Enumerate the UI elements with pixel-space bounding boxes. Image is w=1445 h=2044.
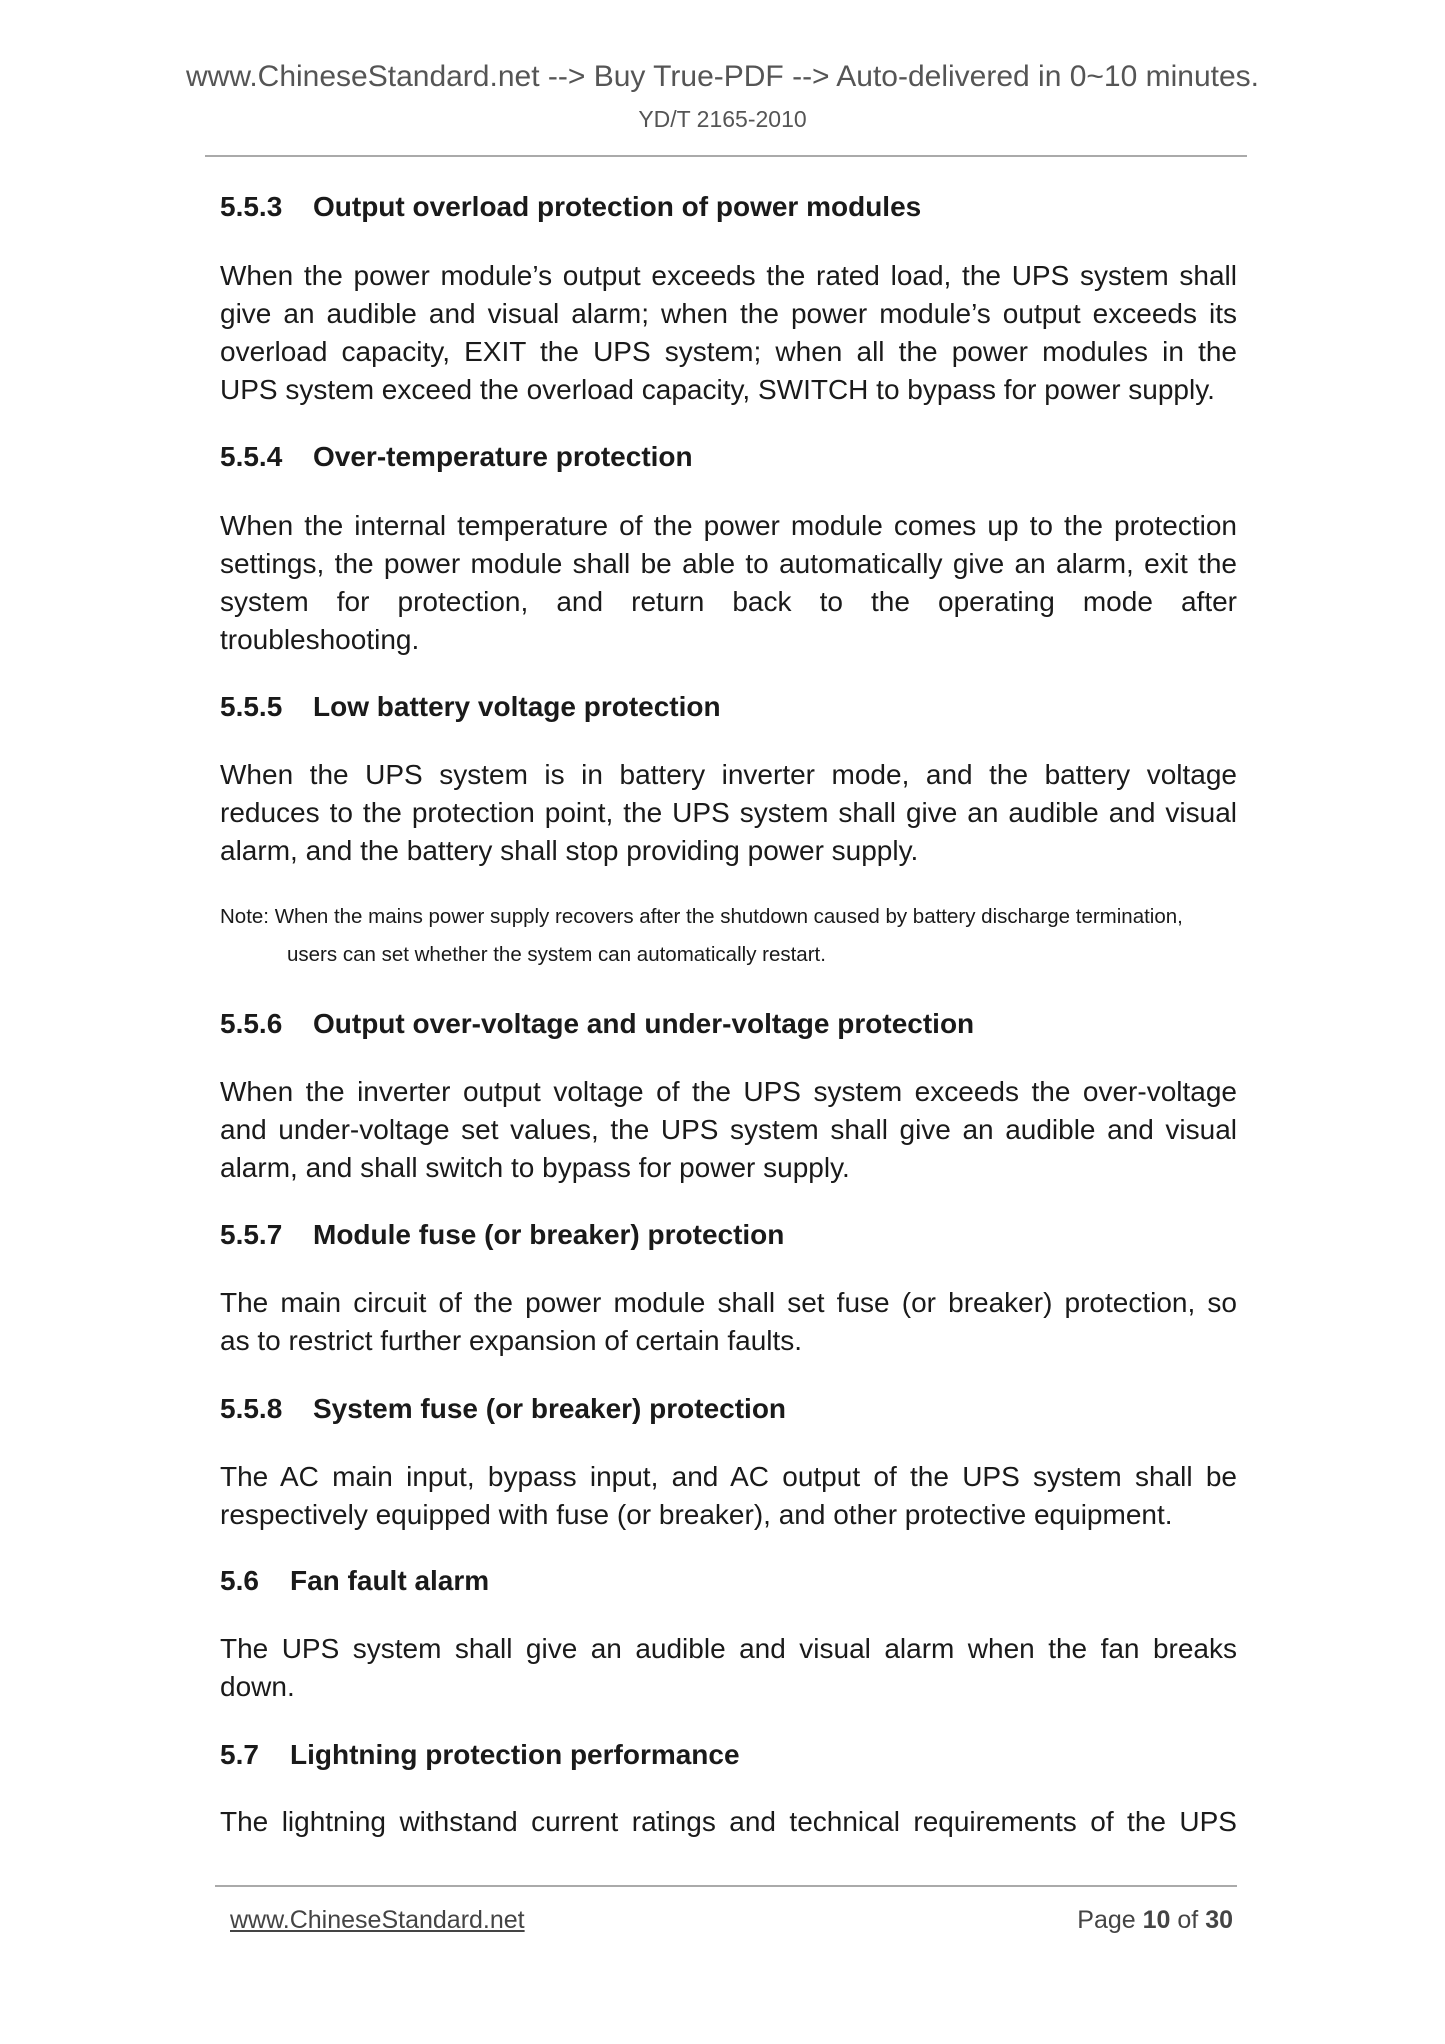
header-banner: www.ChineseStandard.net --> Buy True-PDF --> Auto-delivered in 0~10 minutes. [185,60,1260,93]
section-heading [220,441,693,473]
paragraph-line: respectively equipped with fuse (or breaker), and other protective equipment. [220,1499,1173,1530]
paragraph-line: When the inverter output voltage of the UPS system exceeds the over-voltage [220,1076,1237,1107]
section-paragraph [220,1073,1237,1187]
page-number [1077,1906,1233,1935]
section-paragraph [220,257,1237,409]
note [220,898,1232,974]
paragraph-line: give an audible and visual alarm; when the power module’s output exceeds its [220,298,1237,329]
page-total: 30 [1205,1906,1233,1934]
section-paragraph [220,1803,1237,1841]
section-number: 5.6 [220,1565,259,1596]
paragraph-line: reduces to the protection point, the UPS system shall give an audible and visual [220,797,1237,828]
footer-divider [215,1885,1237,1887]
page-current: 10 [1142,1906,1171,1934]
section-title: Fan fault alarm [290,1565,490,1596]
section-heading [220,691,721,723]
section-paragraph [220,756,1237,870]
page-word: Page [1077,1906,1136,1934]
note-line: Note: When the mains power supply recovers after the shutdown caused by battery discharge termination, [220,905,1183,928]
section-title: Module fuse (or breaker) protection [313,1219,785,1250]
paragraph-line: When the internal temperature of the power module comes up to the protection [220,510,1237,541]
paragraph-line: alarm, and the battery shall stop providing power supply. [220,835,919,866]
paragraph-line: When the UPS system is in battery inverter mode, and the battery voltage [220,759,1237,790]
paragraph-line: The main circuit of the power module shall set fuse (or breaker) protection, so [220,1287,1237,1318]
section-title: Output over-voltage and under-voltage protection [313,1008,975,1039]
of-word: of [1177,1906,1199,1934]
paragraph-line: The AC main input, bypass input, and AC output of the UPS system shall be [220,1461,1237,1492]
section-number: 5.5.7 [220,1219,283,1250]
section-title: Over-temperature protection [313,441,693,472]
section-paragraph [220,1630,1237,1706]
section-number: 5.7 [220,1739,259,1770]
section-number: 5.5.4 [220,441,283,472]
paragraph-line: overload capacity, EXIT the UPS system; when all the power modules in the [220,336,1237,367]
footer-site-link[interactable]: www.ChineseStandard.net [230,1906,525,1934]
section-heading [220,1008,975,1040]
section-number: 5.5.8 [220,1393,283,1424]
paragraph-line: and under-voltage set values, the UPS system shall give an audible and visual [220,1114,1237,1145]
section-title: Output overload protection of power modules [313,191,922,222]
paragraph-line: The lightning withstand current ratings and technical requirements of the UPS [220,1806,1237,1837]
paragraph-line: system for protection, and return back to the operating mode after [220,586,1237,617]
paragraph-line: alarm, and shall switch to bypass for power supply. [220,1152,850,1183]
paragraph-line: UPS system exceed the overload capacity, SWITCH to bypass for power supply. [220,374,1215,405]
paragraph-line: settings, the power module shall be able to automatically give an alarm, exit the [220,548,1237,579]
section-number: 5.5.3 [220,191,283,222]
section-heading [220,1739,740,1771]
section-heading [220,1393,787,1425]
paragraph-line: When the power module’s output exceeds the rated load, the UPS system shall [220,260,1237,291]
section-paragraph [220,507,1237,659]
section-title: System fuse (or breaker) protection [313,1393,787,1424]
paragraph-line: down. [220,1671,295,1702]
section-title: Lightning protection performance [290,1739,740,1770]
section-paragraph [220,1284,1237,1360]
note-line: users can set whether the system can automatically restart. [287,943,826,966]
document-code: YD/T 2165-2010 [638,106,807,132]
section-number: 5.5.6 [220,1008,283,1039]
section-heading [220,1219,785,1251]
paragraph-line: troubleshooting. [220,624,420,655]
section-heading [220,191,922,223]
section-number: 5.5.5 [220,691,283,722]
paragraph-line: as to restrict further expansion of certain faults. [220,1325,803,1356]
header-divider [205,155,1247,157]
section-heading [220,1565,490,1597]
section-title: Low battery voltage protection [313,691,721,722]
section-paragraph [220,1458,1237,1534]
paragraph-line: The UPS system shall give an audible and visual alarm when the fan breaks [220,1633,1237,1664]
